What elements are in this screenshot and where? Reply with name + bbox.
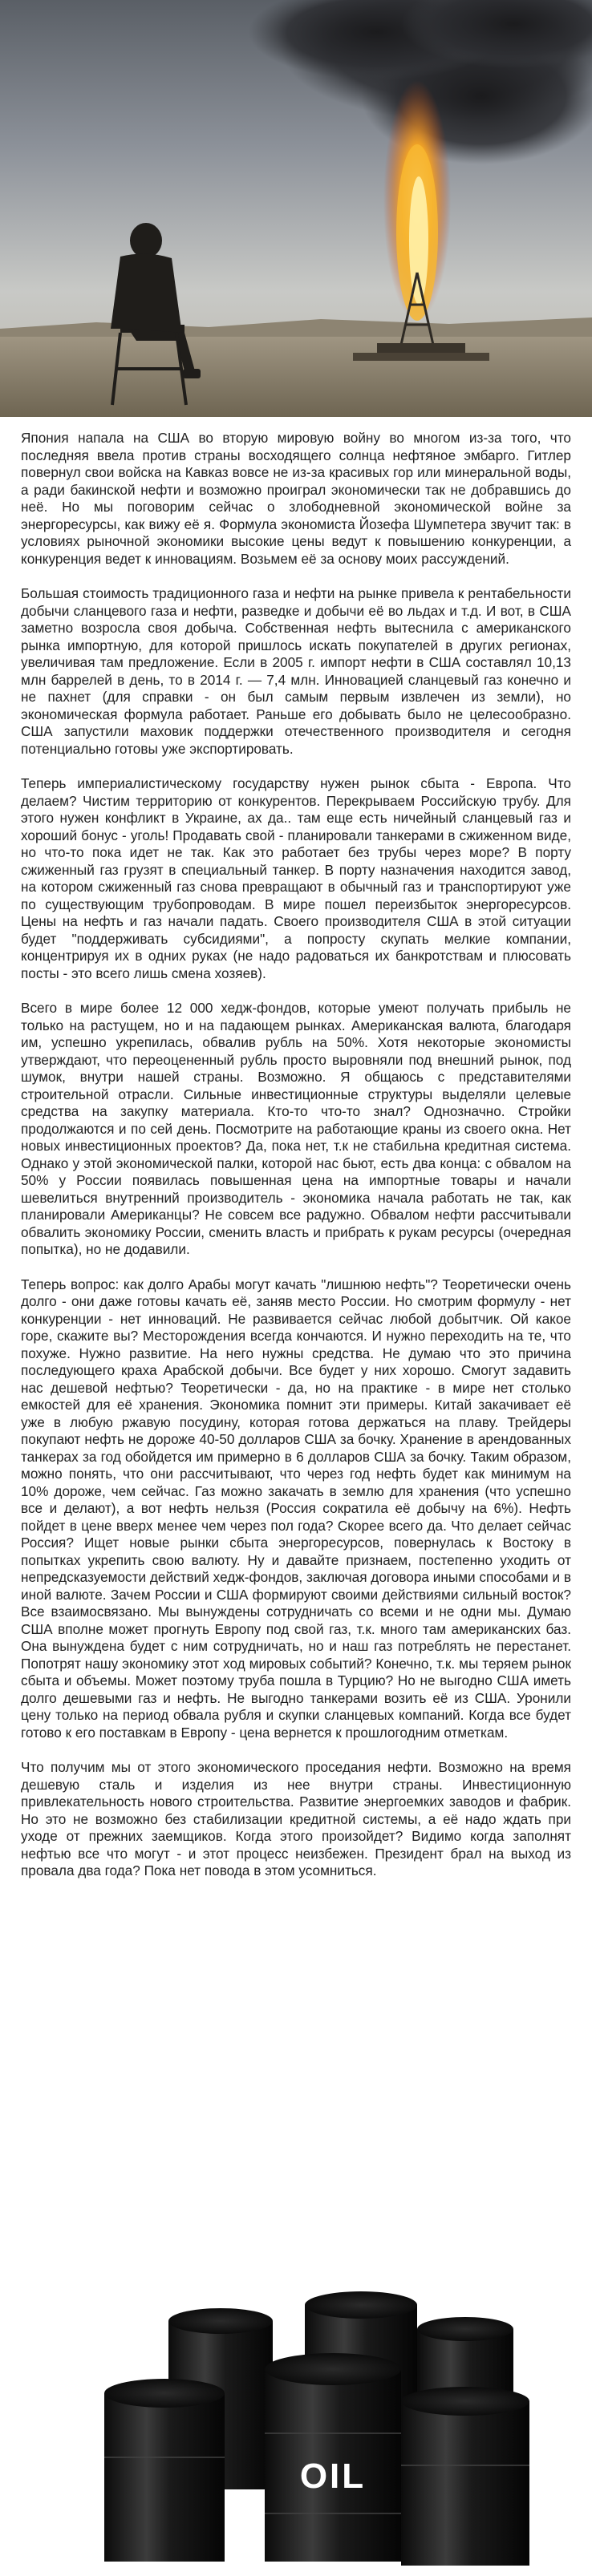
paragraph-5: Теперь вопрос: как долго Арабы могут качать "лишнюю нефть"? Теоретически очень долго - они даже готовы качать её, заняв место России. Но смотрим формулу - нет конкуренции - нет инноваций. Не развивается сейчас любой добытчик. Ой какое горе, скажите вы? Месторождения всегда кончаются. И нужно переходить на те, что похуже. Нужно развитие. На него нужны средства. Не думаю что это причина последующего краха Арабской добычи. Все будет у них хорошо. Смогут задавить нас дешевой нефтью? Теоретически - да, но на практике - в мире нет столько емкостей для её хранения. Экономика помнит эти примеры. Китай закачивает её уже в любую ржавую посудину, которая готова держаться на плаву. Трейдеры покупают нефть не дороже 40-50 долларов США за бочку. Хранение в арендованных танкерах за год обойдется им примерно в 6 долларов США за бочку. Таким образом, можно понять, что они рассчитывают, что через год нефть будет как минимум на 10% дороже, чем сейчас. Газ можно закачать в землю для хранения (что успешно все и делают), а вот нефть нельзя (Россия сократила её добычу на 6%). Нефть пойдет в цене вверх менее чем через пол года? Скорее всего да. Что делает сейчас Россия? Ищет новые рынки сбыта энергоресурсов, повернулась к Востоку в попытках укрепить свою валюту. Ну и давайте признаем, постепенно уходить от непредсказуемости действий хедж-фондов, заключая договора иными способами и в иной валюте. Зачем России и США формируют своими действиями сильный восток? Все взаимосвязано. Мы вынуждены сотрудничать со всеми и не одни мы. Думаю США вполне может прогнуть Европу под свой газ, т.к. много там американских баз. Она вынуждена будет с ним сотрудничать, но и наш газ потреблять не перестанет. Попотрят нашу экономику этот ход мировых событий? Конечно, т.к. мы теряем рынок сбыта и объемы. Может поэтому труба пошла в Турцию? Но не выгодно США иметь долго дешевыми газ и нефть. Не выгодно танкерами возить её из США. Уронили цену только на период обвала рубля и скупки сланцевых компаний. Когда все будет готово к его поставкам в Европу - цена вернется к прошлогодним отметкам.: [21, 1276, 571, 1741]
paragraph-4: Всего в мире более 12 000 хедж-фондов, которые умеют получать прибыль не только на растущем, но и на падающем рынках. Американская валюта, благодаря им, успешно укрепилась, обвалив рубль на 50%. Хотя некоторые экономисты утверждают, что переоцененный рубль просто выровняли под внешний рынок, под шумок, внутри нашей страны. Возможно. Я общаюсь с представителями строительной отрасли. Сильные инвестиционные структуры выделяли целевые средства на закупку материала. Кто-то что-то знал? Однозначно. Стройки продолжаются и по сей день. Посмотрите на работающие краны из своего окна. Нет новых инвестиционных проектов? Да, пока нет, т.к не стабильна кредитная система. Однако у этой экономической палки, которой нас бьют, есть два конца: с обвалом на 50% у России появилась повышенная цена на импортные товары и начали шевелиться внутренний производитель - экономика начала работать не так, как планировали Американцы? Не совсем все радужно. Обвалом нефти рассчитывали обвалить экономику России, сменить власть и прибрать к рукам ресурсы (очередная попытка), но не додавили.: [21, 1000, 571, 1257]
oil-fire-landscape-photo: [0, 0, 592, 417]
oil-barrels-icon: [0, 2273, 592, 2576]
barrel-label: OIL: [299, 2457, 367, 2496]
paragraph-1: Япония напала на США во вторую мировую войну во многом из-за того, что последняя ввела против страны восходящего солнца нефтяное эмбарго. Гитлер повернул свои войска на Кавказ вовсе не из-за красивых гор или минеральной воды, а ради бакинской нефти и возможно проиграл экономически так не добравшись до неё. Но мы поговорим сейчас о злободневной экономической войне за энергоресурсы, как вижу её я. Формула экономиста Йозефа Шумпетера звучит так: в условиях рыночной экономики высокие цены ведут к повышению конкуренции, а конкуренция ведет к инновациям. Возьмем её за основу моих рассуждений.: [21, 430, 571, 567]
oil-barrels-photo: [0, 2273, 592, 2576]
paragraph-6: Что получим мы от этого экономического проседания нефти. Возможно на время дешевую сталь и изделия из нее внутри страны. Инвестиционную привлекательность нового строительства. Развитие энергоемких заводов и фабрик. Но это не возможно без стабилизации кредитной системы, а её надо ждать при уходе от прежних заемщиков. Когда этого произойдет? Видимо когда заполнят нефтью все что могут - и этот процесс неизбежен. Президент брал на выход из провала два года? Пока нет повода в этом усомниться.: [21, 1759, 571, 1878]
paragraph-2: Большая стоимость традиционного газа и нефти на рынке привела к рентабельности добычи сланцевого газа и нефти, разведке и добычи её во льдах и т.д. И вот, в США заметно возросла своя добыча. Собственная нефть вытеснила с американского рынка импортную, для которой пришлось искать покупателей в других регионах, увеличивая там предложение. Если в 2005 г. импорт нефти в США составлял 10,13 млн баррелей в день, то в 2014 г. — 7,4 млн. Инновацией сланцевый газ конечно и не пахнет (для справки - он был самым первым извлечен из земли), но экономическая формула работает. Раньше его добывать было не целесообразно. США запустили маховик поддержки отечественного производителя и сегодня потенциально готовы уже экспортировать.: [21, 585, 571, 757]
hero-photo: [0, 0, 592, 417]
paragraph-3: Теперь империалистическому государству нужен рынок сбыта - Европа. Что делаем? Чистим территорию от конкурентов. Перекрываем Российскую трубу. Для этого нужен конфликт в Украине, ах да.. там еще есть ничейный сланцевый газ и хороший бонус - уголь! Продавать свой - планировали танкерами в сжиженном виде, но что-то пока идет не так. Как это работает без трубы через море? В порту сжиженный газ грузят в специальный танкер. В порту назначения находится завод, на котором сжиженный газ снова превращают в обычный газ и транспортируют уже по существующим трубопроводам. В мире пошел переизбыток энергоресурсов. Цены на нефть и газ начали падать. Своего производителя США в этой ситуации будет "поддерживать субсидиями", а попросту скупать мелкие компании, концентрируя их в одних руках (не надо радоваться их банкротствам и плюсовать посты - это всего лишь смена хозяев).: [21, 775, 571, 981]
article-body: [21, 430, 571, 1898]
